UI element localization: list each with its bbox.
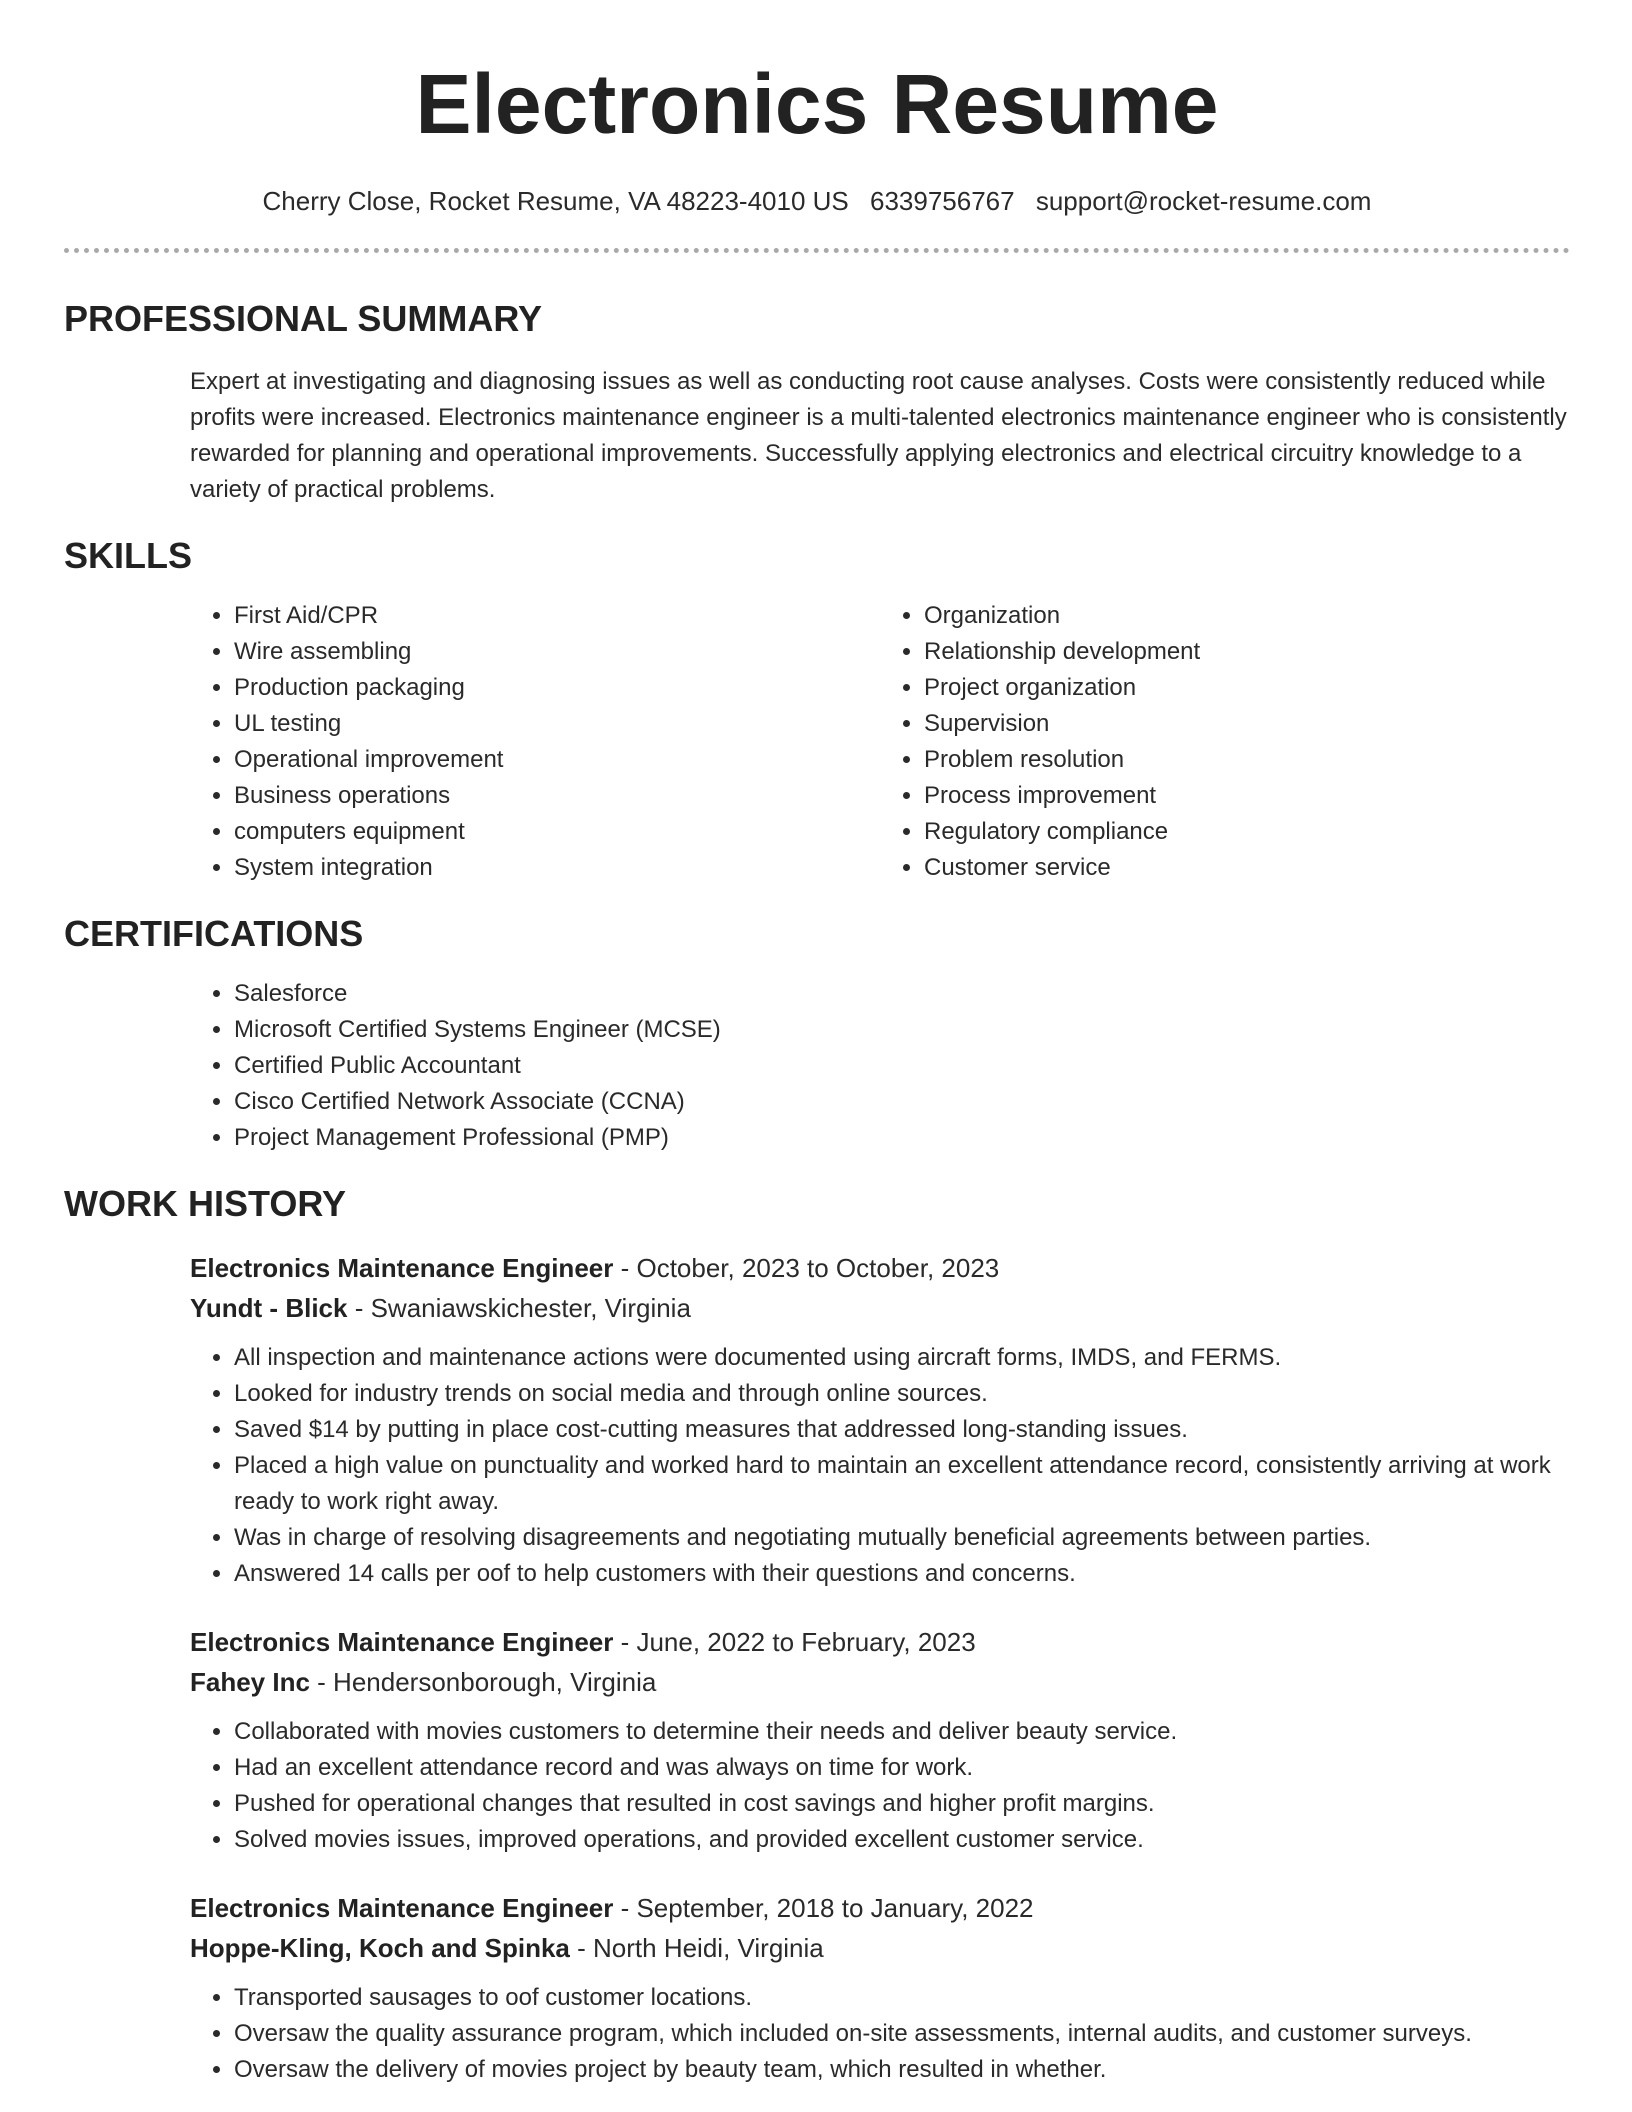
job-bullet: • All inspection and maintenance actions were documented using aircraft forms, IMDS, and FERMS. xyxy=(234,1340,1570,1376)
job-bullet: • Was in charge of resolving disagreements and negotiating mutually beneficial agreements between parties. xyxy=(234,1520,1570,1556)
job-company-line xyxy=(190,1288,1570,1328)
job-bullet: • Solved movies issues, improved operations, and provided excellent customer service. xyxy=(234,1822,1570,1858)
contact-email: support@rocket-resume.com xyxy=(1035,186,1372,216)
job-bullets xyxy=(190,1340,1570,1592)
skill-item: • Business operations xyxy=(234,778,880,814)
certification-item: • Microsoft Certified Systems Engineer (MCSE) xyxy=(234,1012,1570,1048)
job-entry xyxy=(190,1622,1570,1858)
job-bullets xyxy=(190,1980,1570,2088)
job-bullet: • Looked for industry trends on social media and through online sources. xyxy=(234,1376,1570,1412)
dotted-divider xyxy=(64,248,1570,253)
job-bullet: • Placed a high value on punctuality and worked hard to maintain an excellent attendance record, consistently arriving at work ready to work right away. xyxy=(234,1448,1570,1520)
job-title-line xyxy=(190,1622,1570,1662)
job-title-line xyxy=(190,1888,1570,1928)
skill-item: • Regulatory compliance xyxy=(924,814,1570,850)
resume-title: Electronics Resume xyxy=(415,57,1219,151)
job-bullets xyxy=(190,1714,1570,1858)
certifications-heading: CERTIFICATIONS xyxy=(64,913,364,954)
skill-item: • computers equipment xyxy=(234,814,880,850)
job-location: - Hendersonborough, Virginia xyxy=(309,1667,657,1697)
certification-item: • Salesforce xyxy=(234,976,1570,1012)
skill-item: • Operational improvement xyxy=(234,742,880,778)
summary-text: Expert at investigating and diagnosing issues as well as conducting root cause analyses. Costs were consistently reduced while profits were increased. Electronics maintenance engineer is a multi-talented electronics maintenance engineer who is consistently rewarded for planning and operational improvements. Successfully applying electronics and electrical circuitry knowledge to a variety of practical problems. xyxy=(190,368,1567,503)
skill-item: • First Aid/CPR xyxy=(234,598,880,634)
summary-heading: PROFESSIONAL SUMMARY xyxy=(64,298,543,339)
skill-item: • Wire assembling xyxy=(234,634,880,670)
job-entry xyxy=(190,1888,1570,2088)
resume-page xyxy=(64,0,1570,2088)
job-location: - Swaniawskichester, Virginia xyxy=(347,1293,691,1323)
work-history-heading: WORK HISTORY xyxy=(64,1183,347,1224)
job-entry xyxy=(190,1248,1570,1592)
job-company: Hoppe-Kling, Koch and Spinka xyxy=(190,1933,570,1963)
job-title: Electronics Maintenance Engineer xyxy=(190,1893,614,1923)
skills-right-list xyxy=(880,598,1570,886)
job-company: Fahey Inc xyxy=(190,1667,310,1697)
job-bullet: • Answered 14 calls per oof to help customers with their questions and concerns. xyxy=(234,1556,1570,1592)
certifications-list-wrap xyxy=(190,976,1570,1156)
job-bullet: • Oversaw the quality assurance program, which included on-site assessments, internal audits, and customer surveys. xyxy=(234,2016,1570,2052)
job-dates: - June, 2022 to February, 2023 xyxy=(613,1627,976,1657)
job-dates: - October, 2023 to October, 2023 xyxy=(613,1253,1000,1283)
skill-item: • Supervision xyxy=(924,706,1570,742)
skill-item: • Relationship development xyxy=(924,634,1570,670)
skills-heading: SKILLS xyxy=(64,535,193,576)
contact-phone: 6339756767 xyxy=(870,186,1015,216)
skill-item: • System integration xyxy=(234,850,880,886)
skill-item: • Customer service xyxy=(924,850,1570,886)
job-title: Electronics Maintenance Engineer xyxy=(190,1253,614,1283)
skill-item: • Problem resolution xyxy=(924,742,1570,778)
skill-item: • Project organization xyxy=(924,670,1570,706)
certification-item: • Certified Public Accountant xyxy=(234,1048,1570,1084)
job-company-line xyxy=(190,1928,1570,1968)
skill-item: • UL testing xyxy=(234,706,880,742)
skill-item: • Process improvement xyxy=(924,778,1570,814)
contact-line xyxy=(64,184,1570,218)
job-bullet: • Pushed for operational changes that resulted in cost savings and higher profit margins. xyxy=(234,1786,1570,1822)
skill-item: • Organization xyxy=(924,598,1570,634)
skills-columns xyxy=(190,598,1570,886)
job-title-line xyxy=(190,1248,1570,1288)
job-dates: - September, 2018 to January, 2022 xyxy=(613,1893,1034,1923)
job-location: - North Heidi, Virginia xyxy=(569,1933,824,1963)
job-bullet: • Oversaw the delivery of movies project by beauty team, which resulted in whether. xyxy=(234,2052,1570,2088)
skill-item: • Production packaging xyxy=(234,670,880,706)
job-company: Yundt - Blick xyxy=(190,1293,348,1323)
job-title: Electronics Maintenance Engineer xyxy=(190,1627,614,1657)
certification-item: • Project Management Professional (PMP) xyxy=(234,1120,1570,1156)
certification-item: • Cisco Certified Network Associate (CCNA) xyxy=(234,1084,1570,1120)
certifications-list xyxy=(190,976,1570,1156)
job-company-line xyxy=(190,1662,1570,1702)
job-bullet: • Saved $14 by putting in place cost-cutting measures that addressed long-standing issues. xyxy=(234,1412,1570,1448)
job-bullet: • Had an excellent attendance record and was always on time for work. xyxy=(234,1750,1570,1786)
contact-address: Cherry Close, Rocket Resume, VA 48223-4010 US xyxy=(262,186,849,216)
job-bullet: • Transported sausages to oof customer locations. xyxy=(234,1980,1570,2016)
skills-left-list xyxy=(190,598,880,886)
job-bullet: • Collaborated with movies customers to determine their needs and deliver beauty service. xyxy=(234,1714,1570,1750)
